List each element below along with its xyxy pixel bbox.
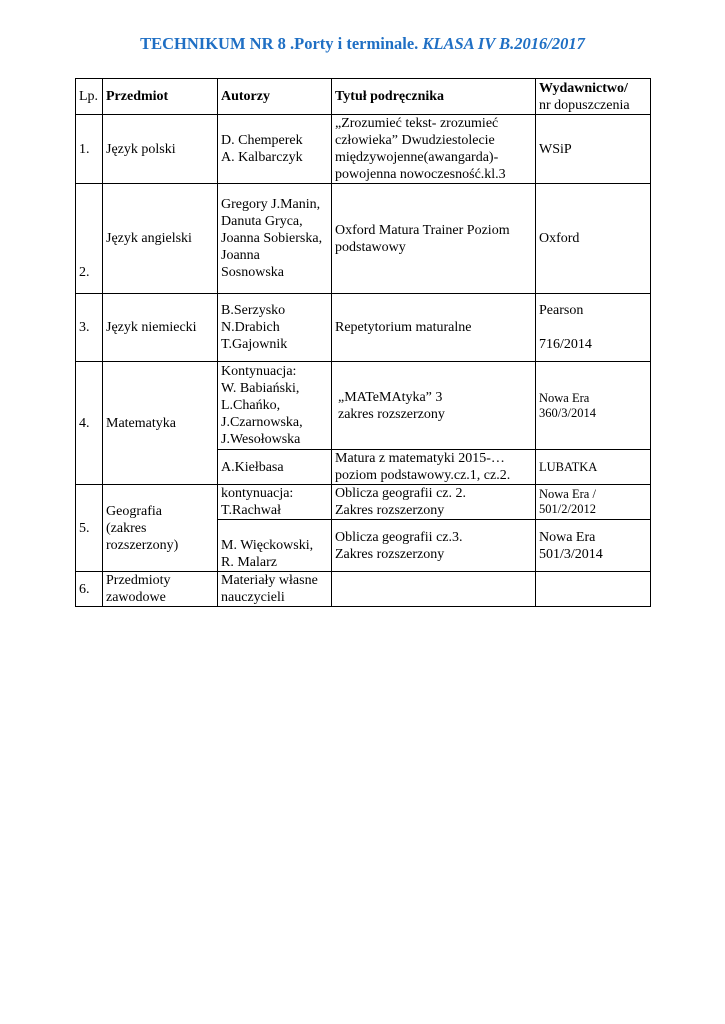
cell-publisher: LUBATKA (536, 450, 651, 485)
cell-lp: 3. (76, 294, 103, 362)
title-class: KLASA IV B.2016/2017 (422, 34, 585, 53)
cell-publisher: Nowa Era / 501/2/2012 (536, 485, 651, 520)
cell-book-title: „MATeMAtyka” 3 zakres rozszerzony (332, 362, 536, 450)
cell-authors: Kontynuacja: W. Babiański, L.Chańko, J.Czarnowska, J.Wesołowska (218, 362, 332, 450)
table-row (76, 572, 651, 607)
cell-lp: 1. (76, 115, 103, 184)
cell-lp: 6. (76, 572, 103, 607)
cell-book-title: „Zrozumieć tekst- zrozumieć człowieka” Dwudziestolecie międzywojenne(awangarda)- powojenna nowoczesność.kl.3 (332, 115, 536, 184)
table-row (76, 362, 651, 450)
cell-subject: Matematyka (103, 362, 218, 485)
table-row (76, 294, 651, 362)
cell-book-title: Oblicza geografii cz. 2. Zakres rozszerzony (332, 485, 536, 520)
table-header-row (76, 79, 651, 115)
document-title (0, 34, 725, 54)
title-main: TECHNIKUM NR 8 .Porty i terminale. (140, 34, 423, 53)
cell-subject: Język angielski (103, 184, 218, 294)
cell-lp: 4. (76, 362, 103, 485)
cell-subject: Przedmioty zawodowe (103, 572, 218, 607)
cell-publisher (536, 572, 651, 607)
header-publisher (536, 79, 651, 115)
cell-lp: 5. (76, 485, 103, 572)
cell-subject: Język polski (103, 115, 218, 184)
cell-book-title: Oxford Matura Trainer Poziom podstawowy (332, 184, 536, 294)
cell-book-title: Matura z matematyki 2015-… poziom podstawowy.cz.1, cz.2. (332, 450, 536, 485)
cell-authors: kontynuacja: T.Rachwał (218, 485, 332, 520)
header-book-title: Tytuł podręcznika (332, 79, 536, 115)
publisher-name: Pearson (539, 303, 584, 318)
textbook-table (75, 78, 651, 607)
cell-subject: Geografia (zakres rozszerzony) (103, 485, 218, 572)
cell-subject: Język niemiecki (103, 294, 218, 362)
header-lp: Lp. (76, 79, 103, 115)
cell-publisher (536, 294, 651, 362)
header-publisher-rest: nr dopuszczenia (539, 97, 630, 113)
cell-lp: 2. (76, 184, 103, 294)
table-row (76, 184, 651, 294)
header-publisher-bold: Wydawnictwo/ (539, 80, 628, 96)
cell-book-title: Oblicza geografii cz.3. Zakres rozszerzony (332, 520, 536, 572)
cell-book-title (332, 572, 536, 607)
cell-authors: Gregory J.Manin, Danuta Gryca, Joanna Sobierska, Joanna Sosnowska (218, 184, 332, 294)
header-authors: Autorzy (218, 79, 332, 115)
cell-publisher: Oxford (536, 184, 651, 294)
cell-publisher: Nowa Era 360/3/2014 (536, 362, 651, 450)
cell-authors: D. Chemperek A. Kalbarczyk (218, 115, 332, 184)
cell-authors: Materiały własne nauczycieli (218, 572, 332, 607)
table-row (76, 485, 651, 520)
header-subject: Przedmiot (103, 79, 218, 115)
cell-book-title: Repetytorium maturalne (332, 294, 536, 362)
cell-authors: M. Więckowski, R. Malarz (218, 520, 332, 572)
cell-authors: A.Kiełbasa (218, 450, 332, 485)
cell-authors: B.Serzysko N.Drabich T.Gajownik (218, 294, 332, 362)
cell-publisher: Nowa Era 501/3/2014 (536, 520, 651, 572)
cell-publisher: WSiP (536, 115, 651, 184)
publisher-number: 716/2014 (539, 337, 592, 352)
table-row (76, 115, 651, 184)
